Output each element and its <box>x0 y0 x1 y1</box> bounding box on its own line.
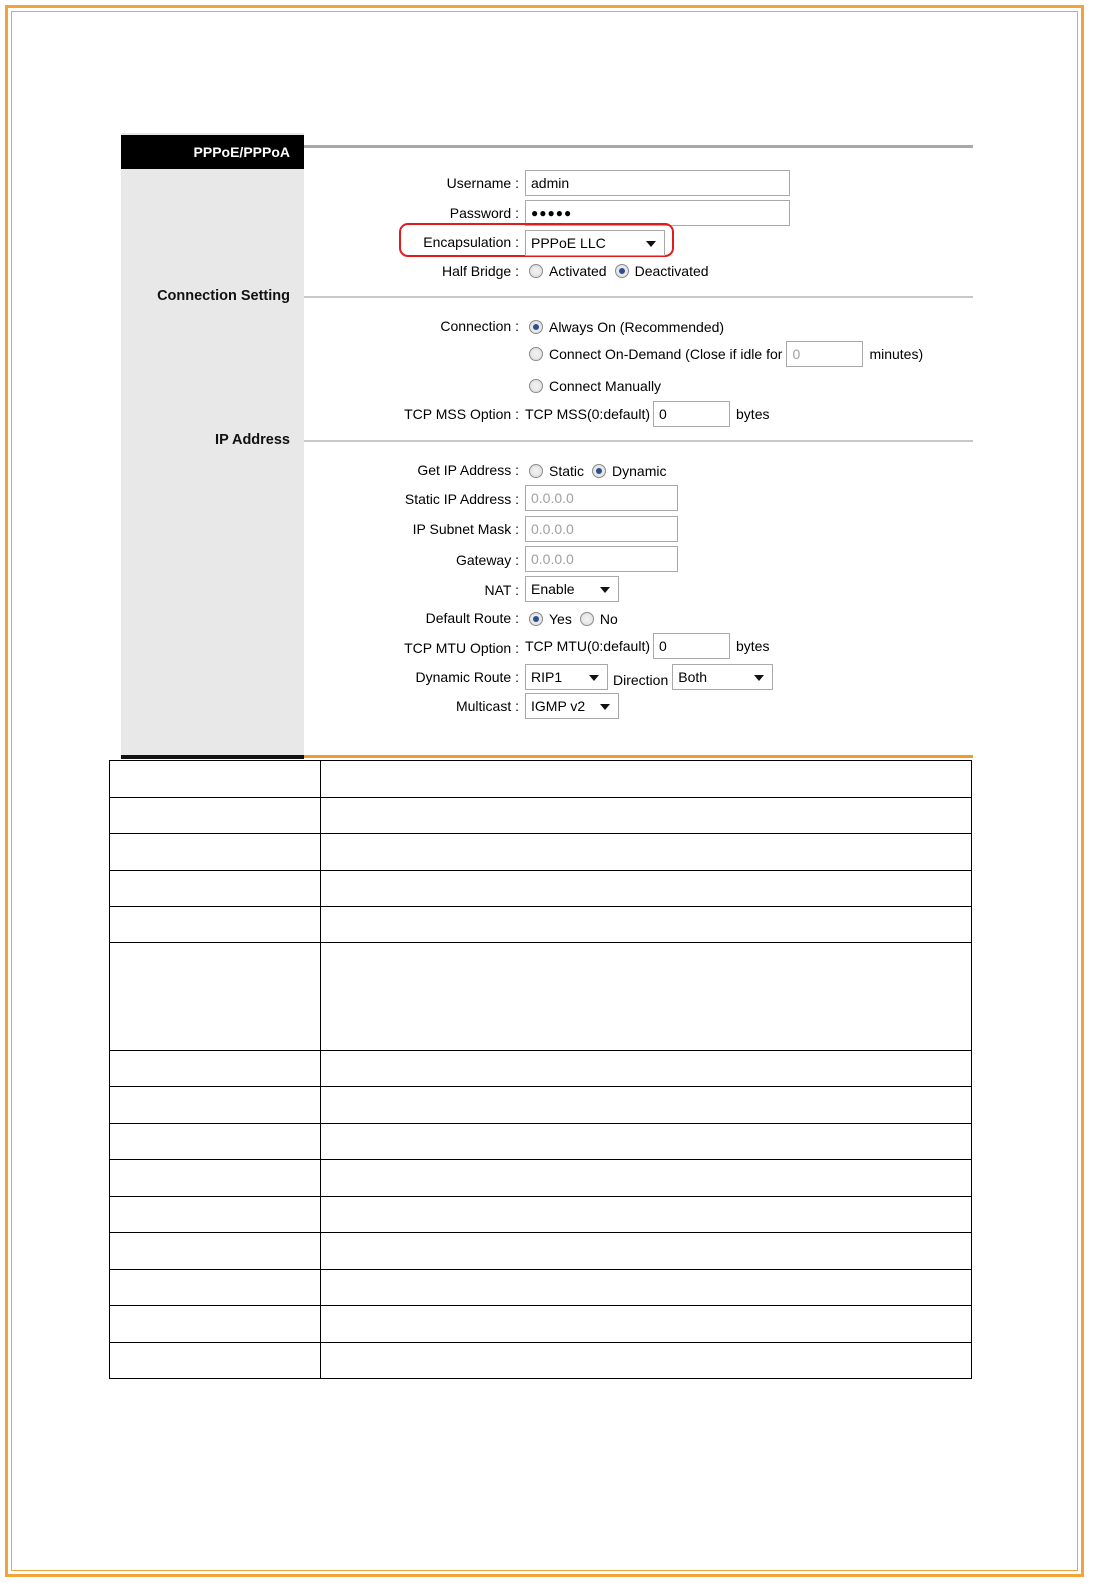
table-cell <box>321 1160 972 1197</box>
get-ip-dynamic-label: Dynamic <box>612 463 667 479</box>
direction-select[interactable] <box>672 664 773 690</box>
table-row <box>110 1160 972 1197</box>
divider-ip <box>304 440 973 442</box>
table-cell <box>110 943 321 1051</box>
tcp-mss-input[interactable]: 0 <box>653 401 730 427</box>
divider-connection <box>304 296 973 298</box>
table-row <box>110 761 972 798</box>
table-cell <box>110 834 321 871</box>
dynamic-route-label: Dynamic Route : <box>415 669 519 685</box>
divider-top <box>304 145 973 148</box>
default-route-no-radio[interactable] <box>580 612 594 626</box>
tcp-mss-label: TCP MSS Option : <box>404 406 519 422</box>
table-row <box>110 1270 972 1306</box>
encapsulation-select[interactable] <box>525 230 665 256</box>
tcp-mss-unit: bytes <box>736 406 770 422</box>
connection-on-demand-radio[interactable] <box>529 347 543 361</box>
half-bridge-activated-radio[interactable] <box>529 264 543 278</box>
table-cell <box>110 1343 321 1379</box>
table-cell <box>110 1124 321 1160</box>
table-cell <box>110 907 321 943</box>
default-route-label: Default Route : <box>425 610 519 626</box>
table-cell <box>110 1160 321 1197</box>
table-row <box>110 1233 972 1270</box>
chevron-down-icon <box>600 704 610 710</box>
table-row <box>110 907 972 943</box>
table-row <box>110 1197 972 1233</box>
dynamic-route-select[interactable] <box>525 664 608 690</box>
table-row <box>110 871 972 907</box>
section-ip-address: IP Address <box>215 432 290 448</box>
password-input[interactable]: ●●●●● <box>525 200 790 226</box>
table-cell <box>110 1051 321 1087</box>
table-cell <box>321 871 972 907</box>
table-row <box>110 1051 972 1087</box>
get-ip-label: Get IP Address : <box>417 462 519 478</box>
direction-value: Both <box>678 669 708 685</box>
nat-value: Enable <box>531 581 575 597</box>
chevron-down-icon <box>600 587 610 593</box>
username-input[interactable]: admin <box>525 170 790 196</box>
nat-label: NAT : <box>484 582 519 598</box>
gateway-input[interactable]: 0.0.0.0 <box>525 546 678 572</box>
multicast-select[interactable] <box>525 693 619 719</box>
dynamic-route-value: RIP1 <box>531 669 563 685</box>
multicast-label: Multicast : <box>455 698 519 714</box>
default-route-yes-label: Yes <box>549 611 572 627</box>
table-row <box>110 943 972 1051</box>
table-cell <box>110 1197 321 1233</box>
table-cell <box>321 1233 972 1270</box>
table-row <box>110 1306 972 1343</box>
half-bridge-deactivated-label: Deactivated <box>634 263 709 279</box>
table-cell <box>321 1197 972 1233</box>
table-cell <box>110 1306 321 1343</box>
connection-always-on-radio[interactable] <box>529 320 543 334</box>
table-cell <box>321 943 972 1051</box>
sidebar-bottom-bar <box>121 755 304 759</box>
sidebar <box>121 133 304 759</box>
idle-minutes-input[interactable]: 0 <box>786 341 863 367</box>
table-row <box>110 1087 972 1124</box>
table-row <box>110 798 972 834</box>
default-route-yes-radio[interactable] <box>529 612 543 626</box>
table-row <box>110 1124 972 1160</box>
get-ip-static-label: Static <box>549 463 585 479</box>
table-cell <box>321 1051 972 1087</box>
table-row <box>110 834 972 871</box>
description-table <box>109 760 972 1379</box>
table-cell <box>321 761 972 798</box>
table-cell <box>110 1270 321 1306</box>
nat-select[interactable] <box>525 576 619 602</box>
half-bridge-deactivated-radio[interactable] <box>615 264 629 278</box>
connection-on-demand-label: Connect On-Demand (Close if idle for <box>549 346 783 362</box>
table-cell <box>110 1087 321 1124</box>
table-cell <box>110 798 321 834</box>
chevron-down-icon <box>589 675 599 681</box>
direction-label: Direction <box>613 672 669 688</box>
table-cell <box>110 761 321 798</box>
tcp-mtu-prefix: TCP MTU(0:default) <box>525 638 650 654</box>
tcp-mtu-unit: bytes <box>736 638 770 654</box>
password-label: Password : <box>449 205 519 221</box>
table-cell <box>321 1270 972 1306</box>
table-cell <box>321 834 972 871</box>
table-cell <box>321 907 972 943</box>
table-row <box>110 1343 972 1379</box>
table-cell <box>321 1087 972 1124</box>
encapsulation-value: PPPoE LLC <box>531 235 606 251</box>
half-bridge-label: Half Bridge : <box>441 263 519 279</box>
idle-minutes-unit: minutes) <box>869 346 924 362</box>
pppoe-settings-panel <box>121 133 973 759</box>
get-ip-static-radio[interactable] <box>529 464 543 478</box>
connection-manual-label: Connect Manually <box>549 378 662 394</box>
table-cell <box>321 798 972 834</box>
chevron-down-icon <box>754 675 764 681</box>
username-label: Username : <box>446 175 519 191</box>
connection-label: Connection : <box>440 318 519 334</box>
static-ip-input[interactable]: 0.0.0.0 <box>525 485 678 511</box>
connection-manual-radio[interactable] <box>529 379 543 393</box>
get-ip-dynamic-radio[interactable] <box>592 464 606 478</box>
table-cell <box>110 871 321 907</box>
static-ip-label: Static IP Address : <box>404 491 519 507</box>
tcp-mss-prefix: TCP MSS(0:default) <box>525 406 651 422</box>
chevron-down-icon <box>646 241 656 247</box>
gateway-label: Gateway : <box>455 552 519 568</box>
tcp-mtu-input[interactable]: 0 <box>653 633 730 659</box>
table-cell <box>321 1343 972 1379</box>
connection-always-on-label: Always On (Recommended) <box>549 319 725 335</box>
table-cell <box>321 1124 972 1160</box>
section-connection-setting: Connection Setting <box>157 288 290 304</box>
multicast-value: IGMP v2 <box>531 698 586 714</box>
default-route-no-label: No <box>599 611 618 627</box>
panel-bottom-bar <box>304 755 973 758</box>
half-bridge-activated-label: Activated <box>549 263 607 279</box>
subnet-mask-input[interactable]: 0.0.0.0 <box>525 516 678 542</box>
panel-title: PPPoE/PPPoA <box>121 135 304 169</box>
encapsulation-label: Encapsulation : <box>423 234 519 250</box>
subnet-mask-label: IP Subnet Mask : <box>412 521 519 537</box>
table-cell <box>321 1306 972 1343</box>
tcp-mtu-label: TCP MTU Option : <box>404 640 519 656</box>
table-cell <box>110 1233 321 1270</box>
